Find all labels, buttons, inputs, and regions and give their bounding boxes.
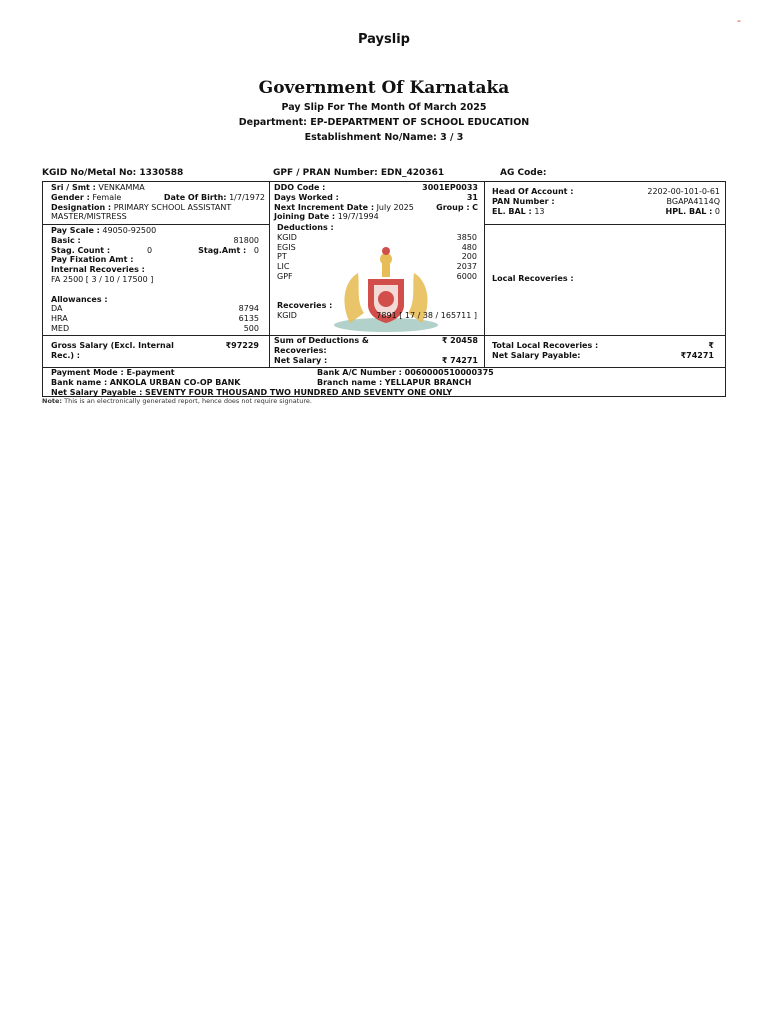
payment-cell [51,368,721,397]
payment-mode: Payment Mode : E-payment [51,368,175,377]
ddo-code-label: DDO Code : [274,183,326,192]
allowance-row: HRA 6135 [51,314,259,324]
note-text: This is an electronically generated report, hence does not require signature. [64,397,312,405]
hpl-bal-label: HPL. BAL : [665,206,713,216]
net-payable-value: ₹74271 [680,350,714,360]
days-worked-label: Days Worked : [274,192,339,202]
stag-amt-value: 0 [253,245,259,255]
ag-code: AG Code: [500,168,547,178]
deduction-row: KGID 3850 [277,232,477,242]
column-divider [484,182,485,368]
row-divider [484,224,726,225]
local-total-label: Total Local Recoveries : [492,341,599,350]
internal-recoveries-label: Internal Recoveries : [51,265,145,275]
deduction-row: GPF 6000 [277,271,477,281]
column-divider [269,182,270,368]
designation-value-cont: MASTER/MISTRESS [51,212,127,222]
deduction-row: LIC 2037 [277,262,477,272]
el-bal-value: 13 [534,206,545,216]
row-divider [43,224,269,225]
gross-label-cont: Rec.) : [51,350,81,360]
pan-value: BGAPA4114Q [666,196,720,206]
gender-label: Gender : [51,192,90,202]
local-recoveries-cell [492,274,720,284]
pay-fixation-label: Pay Fixation Amt : [51,255,134,265]
basic-label: Basic : [51,235,81,245]
group-value: C [472,202,478,212]
branch-label: Branch name : [317,377,383,387]
pay-cell [51,226,259,334]
joining-value: 19/7/1994 [337,212,379,222]
gross-cell [51,341,259,361]
government-heading: Government Of Karnataka [258,78,510,98]
recoveries-label: Recoveries : [277,301,333,311]
designation-value: PRIMARY SCHOOL ASSISTANT [113,202,232,212]
net-payable-label: Net Salary Payable: [492,350,581,360]
days-worked-value: 31 [466,192,478,202]
footer-note [42,397,312,405]
allowance-row: MED 500 [51,323,259,333]
pan-label: PAN Number : [492,196,555,206]
account-cell [492,187,720,216]
dob-value: 1/7/1972 [229,192,265,202]
deductions-cell [277,223,477,321]
sum-label-cont: Recoveries: [274,345,327,355]
gross-value: ₹97229 [225,341,259,350]
increment-value: July 2025 [376,202,414,212]
recovery-row: KGID 7891 [ 17 / 38 / 165711 ] [277,311,477,321]
basic-value: 81800 [233,235,259,245]
designation-label: Designation : [51,202,112,212]
employee-name: VENKAMMA [98,183,145,192]
name-label: Sri / Smt : [51,183,96,192]
deduction-row: EGIS 480 [277,242,477,252]
deductions-label: Deductions : [277,223,334,232]
local-total-value: ₹ [708,341,714,350]
gross-label: Gross Salary (Excl. Internal [51,341,174,350]
allowances-label: Allowances : [51,294,108,304]
stag-count-value: 0 [147,245,153,255]
sum-value: ₹ 20458 [441,336,478,345]
net-salary-value: ₹ 74271 [441,355,478,365]
employee-cell [51,183,265,222]
gender-value: Female [92,192,122,202]
stag-count-label: Stag. Count : [51,245,111,255]
corner-mark: - [737,14,741,27]
kgid-number: KGID No/Metal No: 1330588 [42,168,184,178]
month-line: Pay Slip For The Month Of March 2025 [281,102,487,113]
local-recoveries-label: Local Recoveries : [492,274,574,283]
payslip-table [42,181,726,397]
deduction-row: PT 200 [277,252,477,262]
page-title: Payslip [358,32,410,47]
hpl-bal-value: 0 [714,206,720,216]
bank-name-value: ANKOLA URBAN CO-OP BANK [109,377,241,387]
gpf-number: GPF / PRAN Number: EDN_420361 [273,168,445,178]
net-payable-words: Net Salary Payable : SEVENTY FOUR THOUSAND TWO HUNDRED AND SEVENTY ONE ONLY [51,387,453,397]
local-total-cell [492,341,714,361]
establishment-line: Establishment No/Name: 3 / 3 [304,132,464,143]
head-of-account-label: Head Of Account : [492,187,574,196]
stag-amt-label: Stag.Amt : [198,245,247,255]
sum-label: Sum of Deductions & [274,336,369,345]
bank-name-label: Bank name : [51,377,108,387]
ddo-cell [274,183,478,222]
pay-scale-value: 49050-92500 [102,226,157,235]
sum-cell [274,336,478,365]
bank-account-number: Bank A/C Number : 0060000510000375 [317,368,494,377]
department-line: Department: EP-DEPARTMENT OF SCHOOL EDUCATION [238,117,530,128]
joining-label: Joining Date : [274,212,336,222]
note-label: Note: [42,397,63,405]
branch-value: YELLAPUR BRANCH [384,377,472,387]
group-label: Group : [436,202,470,212]
pay-scale-label: Pay Scale : [51,226,100,235]
ddo-code-value: 3001EP0033 [422,183,478,192]
el-bal-label: EL. BAL : [492,206,532,216]
net-salary-label: Net Salary : [274,355,328,365]
allowance-row: DA 8794 [51,304,259,314]
head-of-account-value: 2202-00-101-0-61 [647,187,720,196]
dob-label: Date Of Birth: [163,192,227,202]
internal-recoveries-value: FA 2500 [ 3 / 10 / 17500 ] [51,274,154,284]
increment-label: Next Increment Date : [274,202,375,212]
